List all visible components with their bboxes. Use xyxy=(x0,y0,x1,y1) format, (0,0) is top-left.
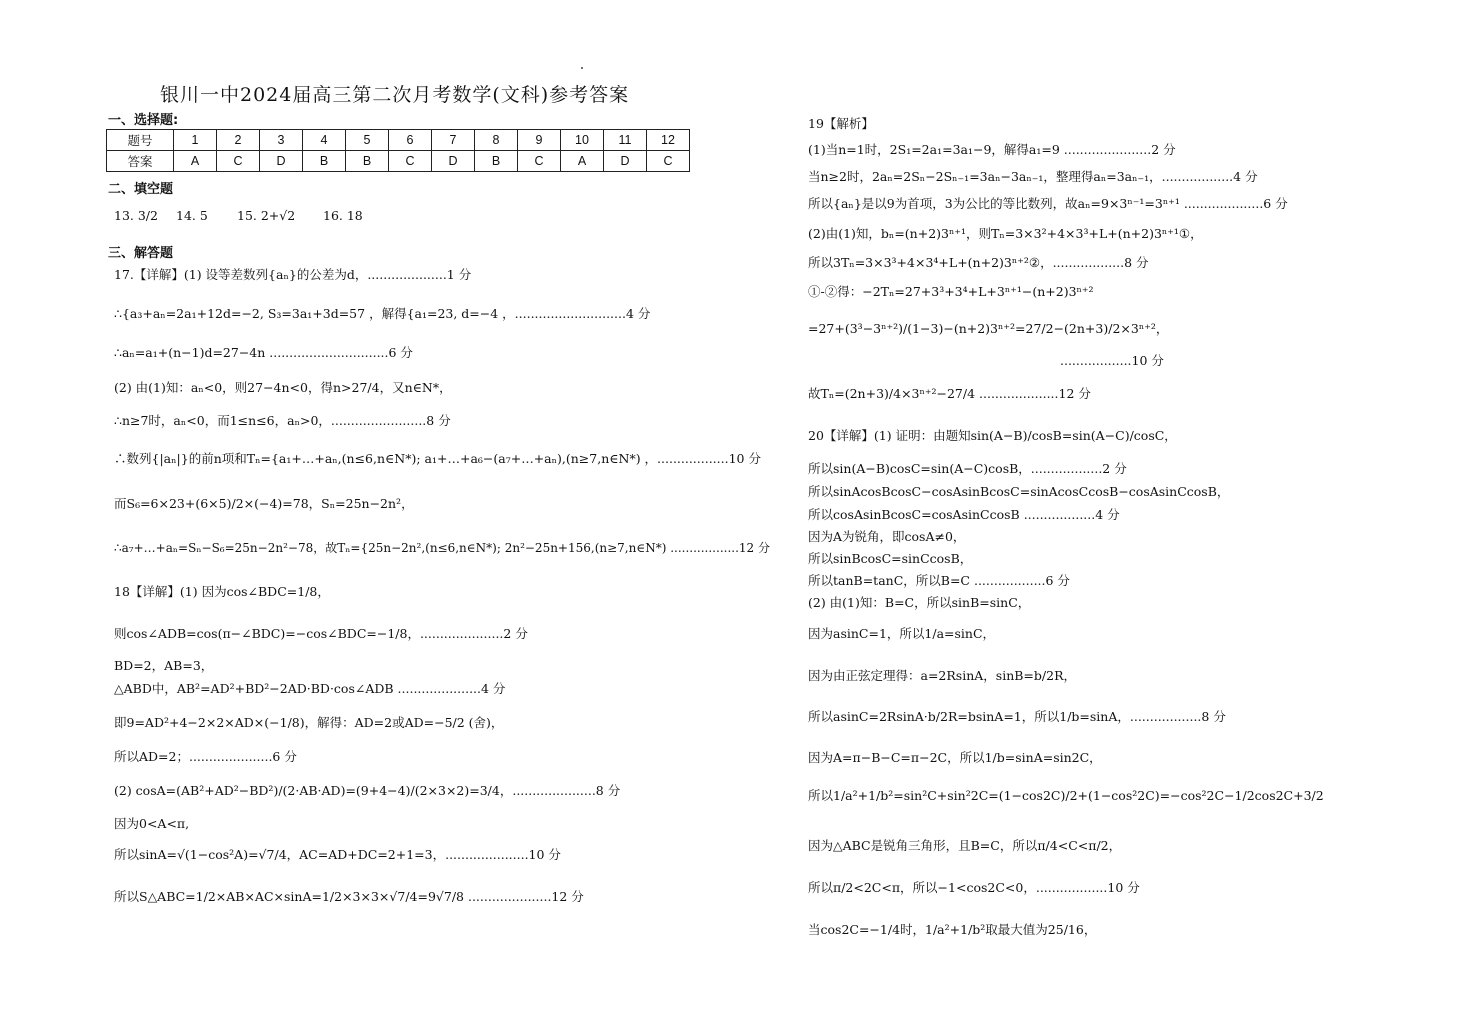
right-line: ..................10 分 xyxy=(1060,353,1164,368)
right-line: 所以tanB=tanC，所以B=C ..................6 分 xyxy=(808,573,1070,588)
right-line: 所以π/2<2C<π，所以−1<cos2C<0，..................10 分 xyxy=(808,880,1140,895)
table-cell: B xyxy=(303,151,346,172)
left-line: 所以sinA=√(1−cos²A)=√7/4，AC=AD+DC=2+1=3，.....................10 分 xyxy=(114,847,561,862)
left-line: 所以AD=2；.....................6 分 xyxy=(114,749,297,764)
section-fill: 二、填空题 xyxy=(108,182,174,197)
left-line: 所以S△ABC=1/2×AB×AC×sinA=1/2×3×3×√7/4=9√7/8 .....................12 分 xyxy=(114,889,584,904)
answer-table xyxy=(106,129,690,172)
right-line: 所以{aₙ}是以9为首项，3为公比的等比数列，故aₙ=9×3ⁿ⁻¹=3ⁿ⁺¹ ....................6 分 xyxy=(808,196,1288,211)
table-header-label: 题号 xyxy=(107,130,174,151)
left-line: 而S₆=6×23+(6×5)/2×(−4)=78，Sₙ=25n−2n²， xyxy=(114,496,414,511)
right-line: 所以1/a²+1/b²=sin²C+sin²2C=(1−cos2C)/2+(1−cos²2C)=−cos²2C−1/2cos2C+3/2 xyxy=(808,788,1324,803)
top-dot xyxy=(581,67,583,69)
right-line: =27+(3³−3ⁿ⁺²)/(1−3)−(n+2)3ⁿ⁺²=27/2−(2n+3)/2×3ⁿ⁺²， xyxy=(808,321,1169,336)
right-line: 20【详解】(1) 证明：由题知sin(A−B)/cosB=sin(A−C)/cosC， xyxy=(808,428,1177,443)
left-line: 18【详解】(1) 因为cos∠BDC=1/8， xyxy=(114,584,330,599)
fill-answer-14: 14. 5 xyxy=(176,208,208,223)
table-cell: C xyxy=(217,151,260,172)
table-cell: 6 xyxy=(389,130,432,151)
table-cell: 9 xyxy=(518,130,561,151)
table-row-answers xyxy=(107,151,690,172)
table-cell: C xyxy=(647,151,690,172)
left-line: BD=2，AB=3， xyxy=(114,658,214,673)
table-cell: C xyxy=(518,151,561,172)
section-choice: 一、选择题: xyxy=(108,113,179,128)
fill-answer-15: 15. 2+√2 xyxy=(237,208,296,223)
table-cell: A xyxy=(561,151,604,172)
left-line: ∴aₙ=a₁+(n−1)d=27−4n ..............................6 分 xyxy=(114,345,413,360)
table-cell: B xyxy=(346,151,389,172)
fill-answer-16: 16. 18 xyxy=(323,208,363,223)
left-line: △ABD中，AB²=AD²+BD²−2AD·BD·cos∠ADB .....................4 分 xyxy=(114,681,506,696)
right-line: 因为△ABC是锐角三角形，且B=C，所以π/4<C<π/2， xyxy=(808,838,1122,853)
right-line: 因为A=π−B−C=π−2C，所以1/b=sinA=sin2C， xyxy=(808,750,1102,765)
right-line: (1)当n=1时，2S₁=2a₁=3a₁−9，解得a₁=9 ......................2 分 xyxy=(808,142,1176,157)
table-cell: D xyxy=(260,151,303,172)
right-line: (2) 由(1)知：B=C，所以sinB=sinC， xyxy=(808,595,1031,610)
table-row-numbers xyxy=(107,130,690,151)
right-line: 所以asinC=2RsinA·b/2R=bsinA=1，所以1/b=sinA，..................8 分 xyxy=(808,709,1226,724)
fill-answer-13: 13. 3/2 xyxy=(114,208,158,223)
right-line: ①-②得：−2Tₙ=27+3³+3⁴+L+3ⁿ⁺¹−(n+2)3ⁿ⁺² xyxy=(808,284,1094,299)
right-line: 当n≥2时，2aₙ=2Sₙ−2Sₙ₋₁=3aₙ−3aₙ₋₁，整理得aₙ=3aₙ₋₁，..................4 分 xyxy=(808,169,1258,184)
right-line: 因为A为锐角，即cosA≠0， xyxy=(808,529,966,544)
table-cell: 8 xyxy=(475,130,518,151)
left-line: 即9=AD²+4−2×2×AD×(−1/8)，解得：AD=2或AD=−5/2 (舍)， xyxy=(114,715,504,730)
table-cell: D xyxy=(604,151,647,172)
table-cell: 3 xyxy=(260,130,303,151)
left-line: 因为0<A<π, xyxy=(114,816,190,831)
table-cell: 7 xyxy=(432,130,475,151)
right-line: 因为由正弦定理得：a=2RsinA，sinB=b/2R， xyxy=(808,668,1076,683)
table-cell: 2 xyxy=(217,130,260,151)
left-line: ∴{a₃+aₙ=2a₁+12d=−2, S₃=3a₁+3d=57 ，解得{a₁=23, d=−4 ，............................4 分 xyxy=(114,306,651,321)
right-line: 所以sinBcosC=sinCcosB， xyxy=(808,551,973,566)
left-line: (2) 由(1)知：aₙ<0，则27−4n<0，得n>27/4，又n∈N*， xyxy=(114,380,452,395)
right-line: 当cos2C=−1/4时，1/a²+1/b²取最大值为25/16， xyxy=(808,922,1097,937)
right-line: 19【解析】 xyxy=(808,116,874,131)
table-cell: 11 xyxy=(604,130,647,151)
table-cell: A xyxy=(174,151,217,172)
right-line: 因为asinC=1，所以1/a=sinC， xyxy=(808,626,996,641)
right-line: 所以sinAcosBcosC−cosAsinBcosC=sinAcosCcosB−cosAsinCcosB， xyxy=(808,484,1230,499)
table-cell: B xyxy=(475,151,518,172)
table-cell: D xyxy=(432,151,475,172)
left-line: 17.【详解】(1) 设等差数列{aₙ}的公差为d，....................1 分 xyxy=(114,267,472,282)
table-cell: 12 xyxy=(647,130,690,151)
table-cell: C xyxy=(389,151,432,172)
left-line: 则cos∠ADB=cos(π−∠BDC)=−cos∠BDC=−1/8，.....................2 分 xyxy=(114,626,528,641)
table-cell: 1 xyxy=(174,130,217,151)
right-line: 故Tₙ=(2n+3)/4×3ⁿ⁺²−27/4 ....................12 分 xyxy=(808,386,1091,401)
table-cell: 4 xyxy=(303,130,346,151)
left-line: ∴n≥7时，aₙ<0，而1≤n≤6，aₙ>0，........................8 分 xyxy=(114,413,451,428)
left-line: ∴数列{|aₙ|}的前n项和Tₙ={a₁+…+aₙ,(n≤6,n∈N*); a₁+…+a₆−(a₇+…+aₙ),(n≥7,n∈N*) ，..................10 分 xyxy=(114,451,761,466)
left-line: ∴a₇+…+aₙ=Sₙ−S₆=25n−2n²−78，故Tₙ={25n−2n²,(n≤6,n∈N*); 2n²−25n+156,(n≥7,n∈N*) ..................12 分 xyxy=(114,541,770,555)
section-solve: 三、解答题 xyxy=(108,246,174,261)
table-cell: 5 xyxy=(346,130,389,151)
table-answer-label: 答案 xyxy=(107,151,174,172)
table-cell: 10 xyxy=(561,130,604,151)
right-line: 所以3Tₙ=3×3³+4×3⁴+L+(n+2)3ⁿ⁺²②，..................8 分 xyxy=(808,255,1149,270)
left-line: (2) cosA=(AB²+AD²−BD²)/(2·AB·AD)=(9+4−4)/(2×3×2)=3/4，.....................8 分 xyxy=(114,783,621,798)
right-line: (2)由(1)知，bₙ=(n+2)3ⁿ⁺¹，则Tₙ=3×3²+4×3³+L+(n+2)3ⁿ⁺¹①， xyxy=(808,226,1203,241)
right-line: 所以cosAsinBcosC=cosAsinCcosB ..................4 分 xyxy=(808,507,1120,522)
page-title: 银川一中2024届高三第二次月考数学(文科)参考答案 xyxy=(160,84,630,106)
right-line: 所以sin(A−B)cosC=sin(A−C)cosB，..................2 分 xyxy=(808,461,1127,476)
